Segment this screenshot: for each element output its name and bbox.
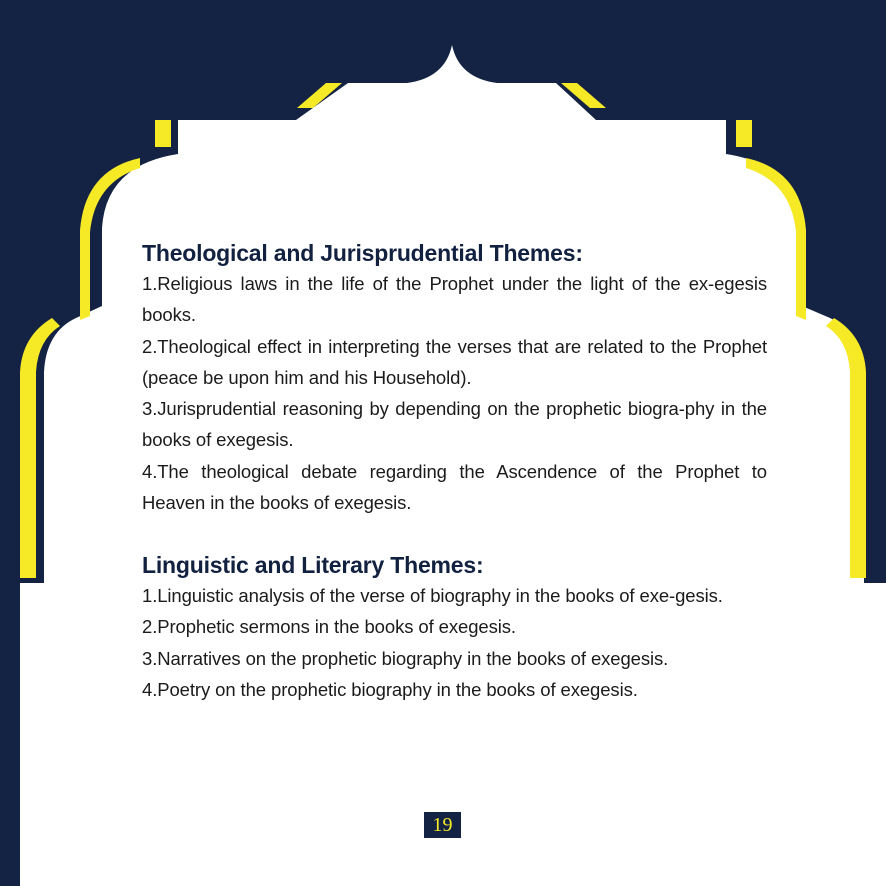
list-item: 2.Prophetic sermons in the books of exegesis. [142, 616, 516, 638]
linguistic-section [142, 550, 767, 705]
section-heading: Theological and Jurisprudential Themes: [142, 240, 583, 266]
list-item: 3.Narratives on the prophetic biography in the books of exegesis. [142, 647, 669, 669]
list-item: 4.Poetry on the prophetic biography in the books of exegesis. [142, 678, 638, 700]
list-item: 1.Linguistic analysis of the verse of biography in the books of exe-gesis. [142, 585, 723, 606]
list-item: 2.Theological effect in interpreting the verses that are related to the Prophet (peace be upon him and his Household). [142, 335, 767, 388]
theological-section [142, 238, 767, 518]
list-item: 4.The theological debate regarding the Ascendence of the Prophet to Heaven in the books of exegesis. [142, 460, 767, 514]
page-number: 19 [424, 812, 461, 838]
list-item: 1.Religious laws in the life of the Prophet under the light of the ex-egesis books. [142, 273, 767, 326]
theme-list [142, 580, 767, 705]
section-heading: Linguistic and Literary Themes: [142, 552, 484, 578]
theme-list [142, 268, 767, 518]
list-item: 3.Jurisprudential reasoning by depending on the prophetic biogra-phy in the books of exegesis. [142, 398, 767, 451]
